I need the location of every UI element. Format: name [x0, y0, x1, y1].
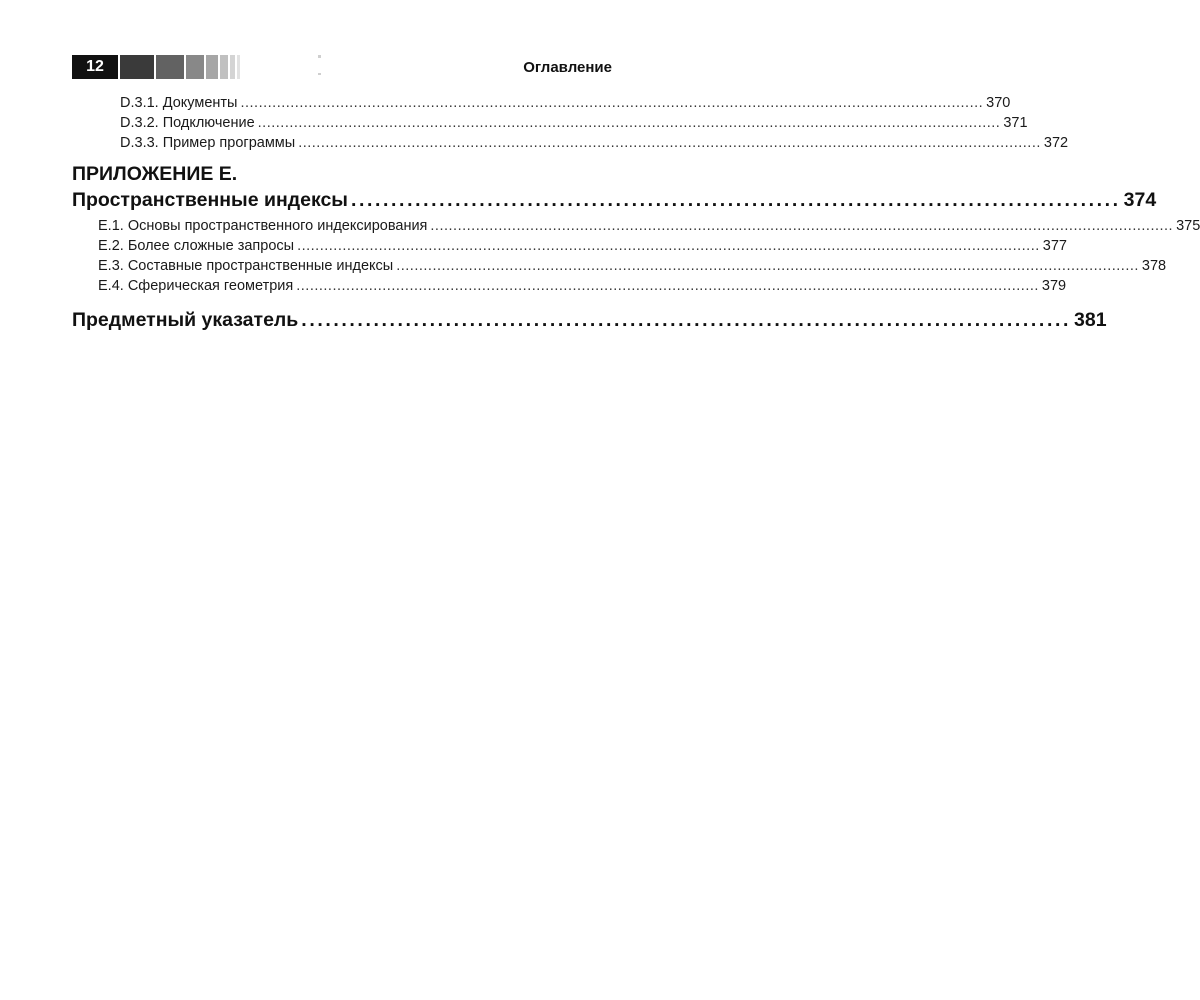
toc-entry-page: 371 — [1003, 115, 1028, 131]
toc-entry[interactable] — [98, 276, 1067, 296]
toc-entry-title: D.3.3. Пример программы — [120, 135, 296, 151]
dot-leader: .................................................................................................................................................................... — [298, 135, 1041, 151]
header-bar — [156, 55, 184, 79]
toc-entry-page: 379 — [1041, 278, 1067, 294]
toc-entry[interactable] — [98, 256, 1167, 276]
dot-leader: .................................................................................................................................................................... — [297, 238, 1040, 254]
dot-leader: ................................................................................................ — [350, 189, 1121, 211]
page-header — [72, 55, 612, 79]
toc-chapter-title: Пространственные индексы — [72, 189, 348, 211]
toc-entry[interactable] — [120, 113, 1028, 133]
dot-leader: .................................................................................................................................................................... — [240, 95, 984, 111]
header-bar — [206, 55, 218, 79]
toc-entry-title: D.3.1. Документы — [120, 95, 238, 111]
dot-leader: .................................................................................................................................................................... — [296, 278, 1039, 294]
dot-leader: .................................................................................................................................................................... — [396, 258, 1139, 274]
toc-entry-title: D.3.2. Подключение — [120, 115, 255, 131]
toc-entry-title: Е.3. Составные пространственные индексы — [98, 258, 394, 274]
toc-entry[interactable] — [120, 93, 1011, 113]
toc-entry[interactable] — [98, 216, 1200, 236]
toc-entry-page: 370 — [986, 95, 1011, 111]
header-bar — [230, 55, 235, 79]
header-bar — [220, 55, 228, 79]
toc-entry[interactable] — [120, 133, 1069, 153]
toc-chapter-entry[interactable] — [72, 187, 1157, 213]
toc-entry-title: Е.1. Основы пространственного индексирования — [98, 218, 428, 234]
toc-chapter-title: Предметный указатель — [72, 309, 299, 331]
header-bar-tick — [318, 55, 321, 58]
dot-leader: .................................................................................................................................................................... — [257, 115, 1001, 131]
toc-entry-page: 375 — [1176, 218, 1200, 234]
header-bar — [237, 55, 240, 79]
toc-chapter-entry[interactable] — [72, 307, 1107, 333]
header-bar — [186, 55, 204, 79]
toc-entry-title: Е.2. Более сложные запросы — [98, 238, 295, 254]
toc-entry-page: 372 — [1043, 135, 1069, 151]
toc-entry[interactable] — [98, 236, 1067, 256]
toc-entry-title: Е.4. Сферическая геометрия — [98, 278, 294, 294]
toc-chapter-page: 381 — [1074, 309, 1107, 331]
page-number: 12 — [72, 55, 118, 79]
header-bar-tick — [318, 73, 321, 75]
toc-entry-page: 378 — [1141, 258, 1167, 274]
header-bar — [120, 55, 154, 79]
toc-entry-page: 377 — [1042, 238, 1067, 254]
dot-leader: .................................................................................................................................................................... — [430, 218, 1174, 234]
appendix-label: ПРИЛОЖЕНИЕ Е. — [72, 163, 238, 185]
toc-chapter-page: 374 — [1123, 189, 1157, 211]
running-section-title: Оглавление — [523, 59, 612, 76]
dot-leader: ................................................................................................ — [301, 309, 1071, 331]
